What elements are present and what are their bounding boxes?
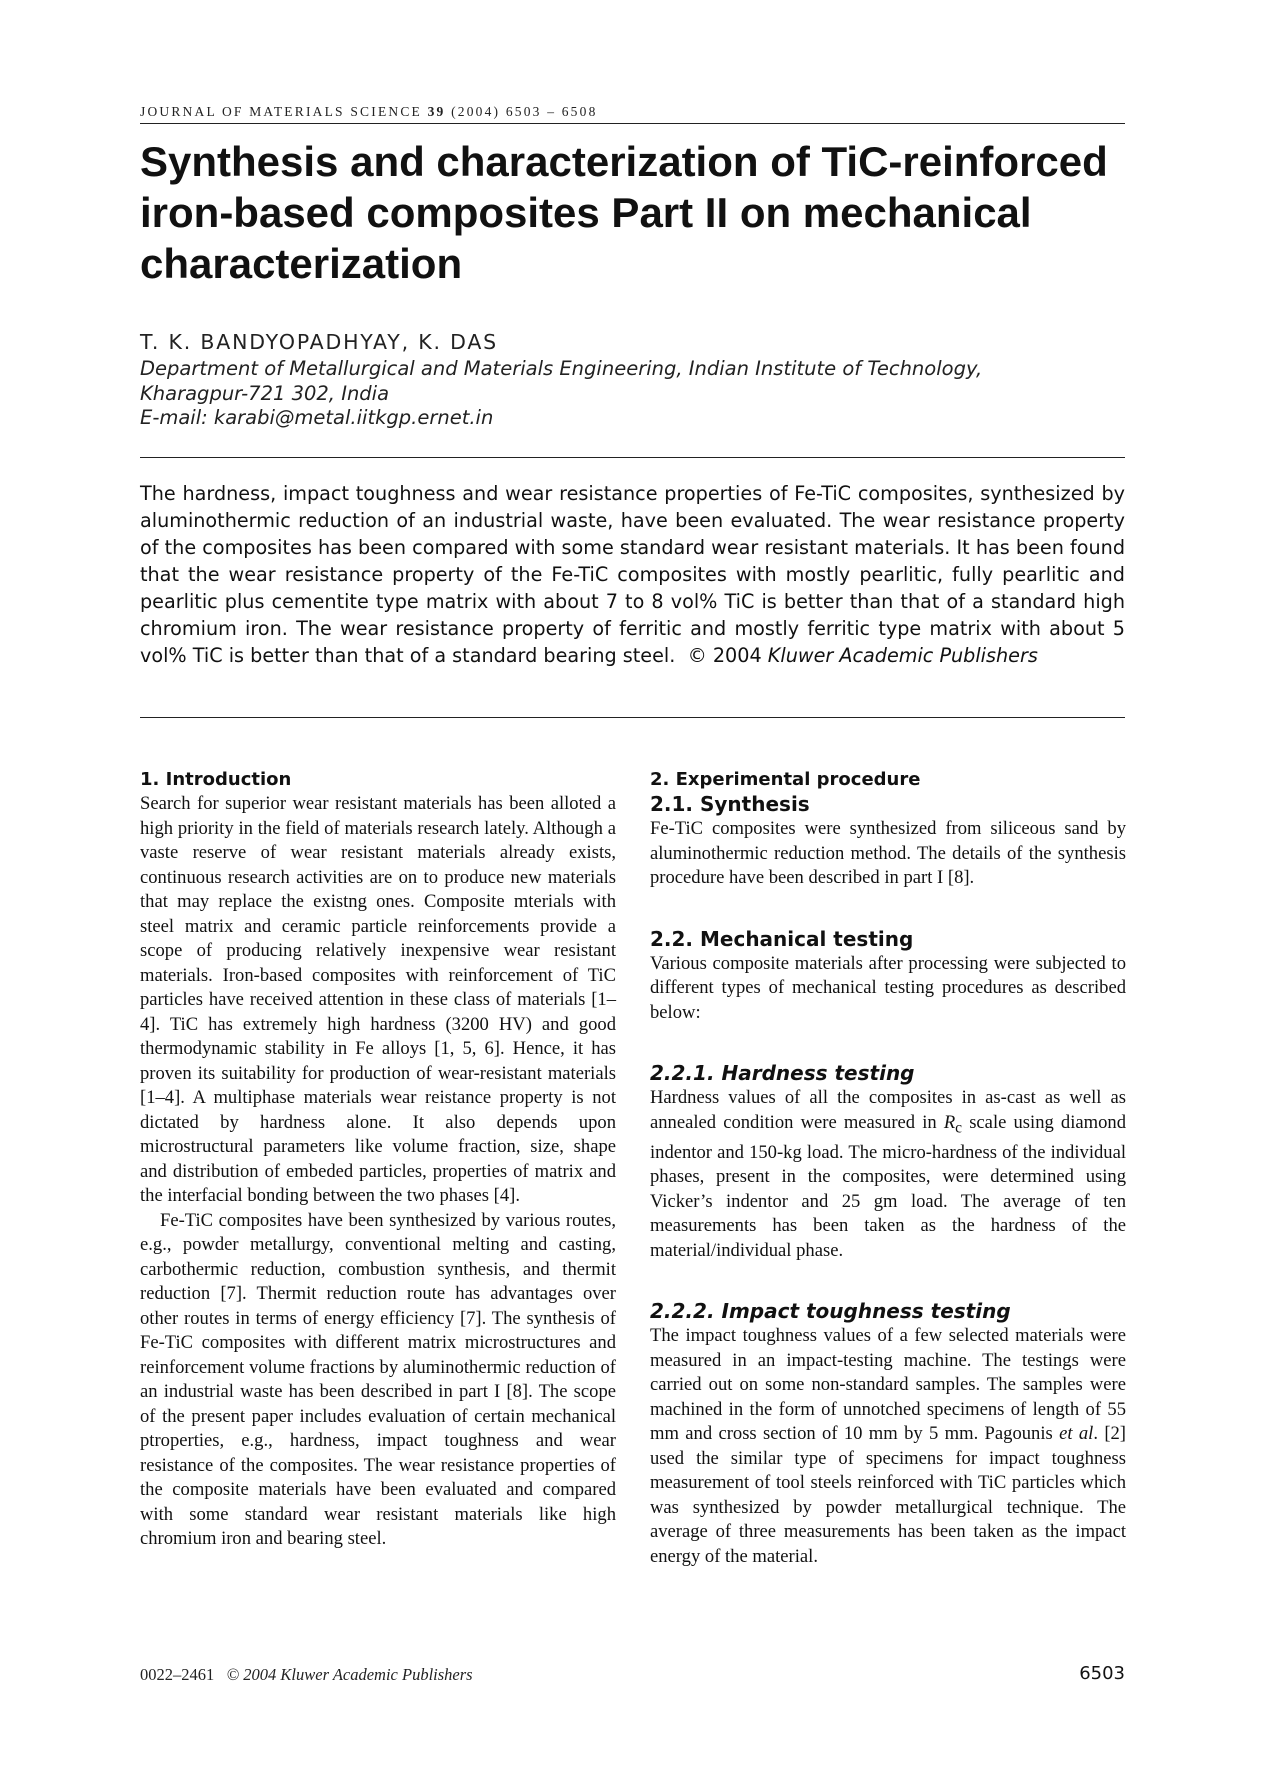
abstract — [140, 480, 1125, 669]
impact-et-al: et al — [1059, 1423, 1094, 1445]
hardness-testing-heading: 2.2.1. Hardness testing — [650, 1061, 915, 1085]
journal-volume: 39 — [427, 104, 446, 119]
page-number: 6503 — [1079, 1663, 1125, 1684]
introduction-paragraph-2: Fe-TiC composites have been synthesized by various routes, e.g., powder metallurgy, conventional melting and casting, carbothermic reduction, combustion synthesis, and thermit reduction [7]. Thermit reduction route has advantages over other routes in terms of energy efficiency [7]. The synthesis of Fe-TiC composites with different matrix microstructures and reinforcement volume fractions by aluminothermic reduction of an industrial waste has been described in part I [8]. The scope of the present paper includes evaluation of certain mechanical ptroperties, e.g., hardness, impact toughness and wear resistance of the composites. The wear resistance properties of the composite materials have been evaluated and compared with some standard wear resistant materials like high chromium iron and bearing steel. — [140, 1209, 616, 1549]
section-gap — [650, 1263, 1126, 1299]
impact-text-part-1: The impact toughness values of a few selected materials were measured in an impact-testing machine. The testings were carried out on some non-standard samples. The samples were machined in the form of unnotched specimens of length of 55 mm and cross section of 10 mm by 5 mm. Pagounis — [650, 1325, 1126, 1445]
affiliation — [140, 357, 1125, 431]
affiliation-location: Kharagpur-721 302, India — [140, 381, 390, 405]
abstract-publisher: Kluwer Academic Publishers — [767, 644, 1038, 667]
hardness-scale-symbol: R — [943, 1111, 956, 1133]
abstract-text: The hardness, impact toughness and wear resistance properties of Fe-TiC composites, synthesized by aluminothermic reduction of an industrial waste, have been evaluated. The wear resistance property of the composites has been compared with some standard wear resistant materials. It has been found that the wear resistance property of the Fe-TiC composites with mostly pearlitic, fully pearlitic and pearlitic plus cementite type matrix with about 7 to 8 vol% TiC is better than that of a standard high chromium iron. The wear resistance property of ferritic and mostly ferritic type matrix with about 5 vol% TiC is better than that of a standard bearing steel. — [140, 482, 1125, 667]
affiliation-department: Department of Metallurgical and Materials Engineering, Indian Institute of Technology, — [140, 357, 983, 380]
footer-issn-copyright — [140, 1665, 473, 1685]
mechanical-testing-paragraph: Various composite materials after processing were subjected to different types of mechanical testing procedures as described below: — [650, 952, 1126, 1023]
journal-header — [140, 104, 1125, 120]
paper-page — [140, 0, 1125, 1772]
journal-year-pages: (2004) 6503 – 6508 — [451, 104, 598, 119]
abstract-bottom-rule — [140, 717, 1125, 718]
impact-testing-heading: 2.2.2. Impact toughness testing — [650, 1299, 1011, 1324]
hardness-text-part-2: scale using diamond indentor and 150-kg load. The micro-hardness of the individual phases, present in the composites, were determined using Vicker’s indentor and 25 gm load. The average of ten measurements has been taken as the hardness of the material/individual phase. — [650, 1111, 1126, 1261]
header-rule — [140, 123, 1125, 124]
introduction-paragraph-1: Search for superior wear resistant materials has been alloted a high priority in the field of materials research lately. Although a vaste reserve of wear resistant materials already exists, continuous research activities are on to produce new materials that may replace the existng ones. Composite mterials with steel matrix and ceramic particle reinforcements provide a scope of producing relatively inexpensive wear resistant materials. Iron-based composites with reinforcement of TiC particles have received attention in these class of materials [1–4]. TiC has extremely high hardness (3200 HV) and good thermodynamic stability in Fe alloys [1, 5, 6]. Hence, it has proven its suitability for production of wear-resistant materials [1–4]. A multiphase materials wear reistance property is not dictated by hardness alone. It also depends upon microstructural parameters like volume fraction, size, shape and distribution of embeded particles, properties of matrix and the interfacial bonding between the two phases [4]. — [140, 793, 616, 1206]
abstract-copyright: © 2004 — [687, 644, 762, 667]
journal-name: JOURNAL OF MATERIALS SCIENCE — [140, 104, 422, 119]
synthesis-paragraph: Fe-TiC composites were synthesized from siliceous sand by aluminothermic reduction method. The details of the synthesis procedure have been described in part I [8]. — [650, 818, 1126, 888]
impact-testing-paragraph — [650, 1324, 1126, 1569]
impact-text-part-2: . [2] used the similar type of specimens for impact toughness measurement of tool steels reinforced with TiC particles which was synthesized by powder metallurgical technique. The average of three measurements has been taken as the impact energy of the material. — [650, 1423, 1127, 1567]
abstract-top-rule — [140, 457, 1125, 458]
synthesis-heading: 2.1. Synthesis — [650, 792, 810, 816]
left-column — [140, 768, 616, 1668]
section-gap — [650, 1025, 1126, 1061]
section-gap — [650, 891, 1126, 927]
introduction-heading: 1. Introduction — [140, 769, 292, 790]
experimental-heading: 2. Experimental procedure — [650, 769, 921, 790]
right-column — [650, 768, 1126, 1668]
footer-copyright: © 2004 Kluwer Academic Publishers — [226, 1665, 473, 1684]
hardness-text-part-1: Hardness values of all the composites in as-cast as well as annealed condition were measured in — [650, 1087, 1126, 1133]
authors: T. K. BANDYOPADHYAY, K. DAS — [140, 330, 498, 354]
hardness-scale-subscript: c — [955, 1119, 963, 1137]
mechanical-testing-heading: 2.2. Mechanical testing — [650, 926, 914, 951]
footer-issn: 0022–2461 — [140, 1665, 215, 1684]
hardness-testing-paragraph — [650, 1086, 1126, 1263]
affiliation-email: E-mail: karabi@metal.iitkgp.ernet.in — [140, 406, 494, 429]
paper-title: Synthesis and characterization of TiC-reinforced iron-based composites Part II on mechanical characterization — [140, 138, 1108, 287]
